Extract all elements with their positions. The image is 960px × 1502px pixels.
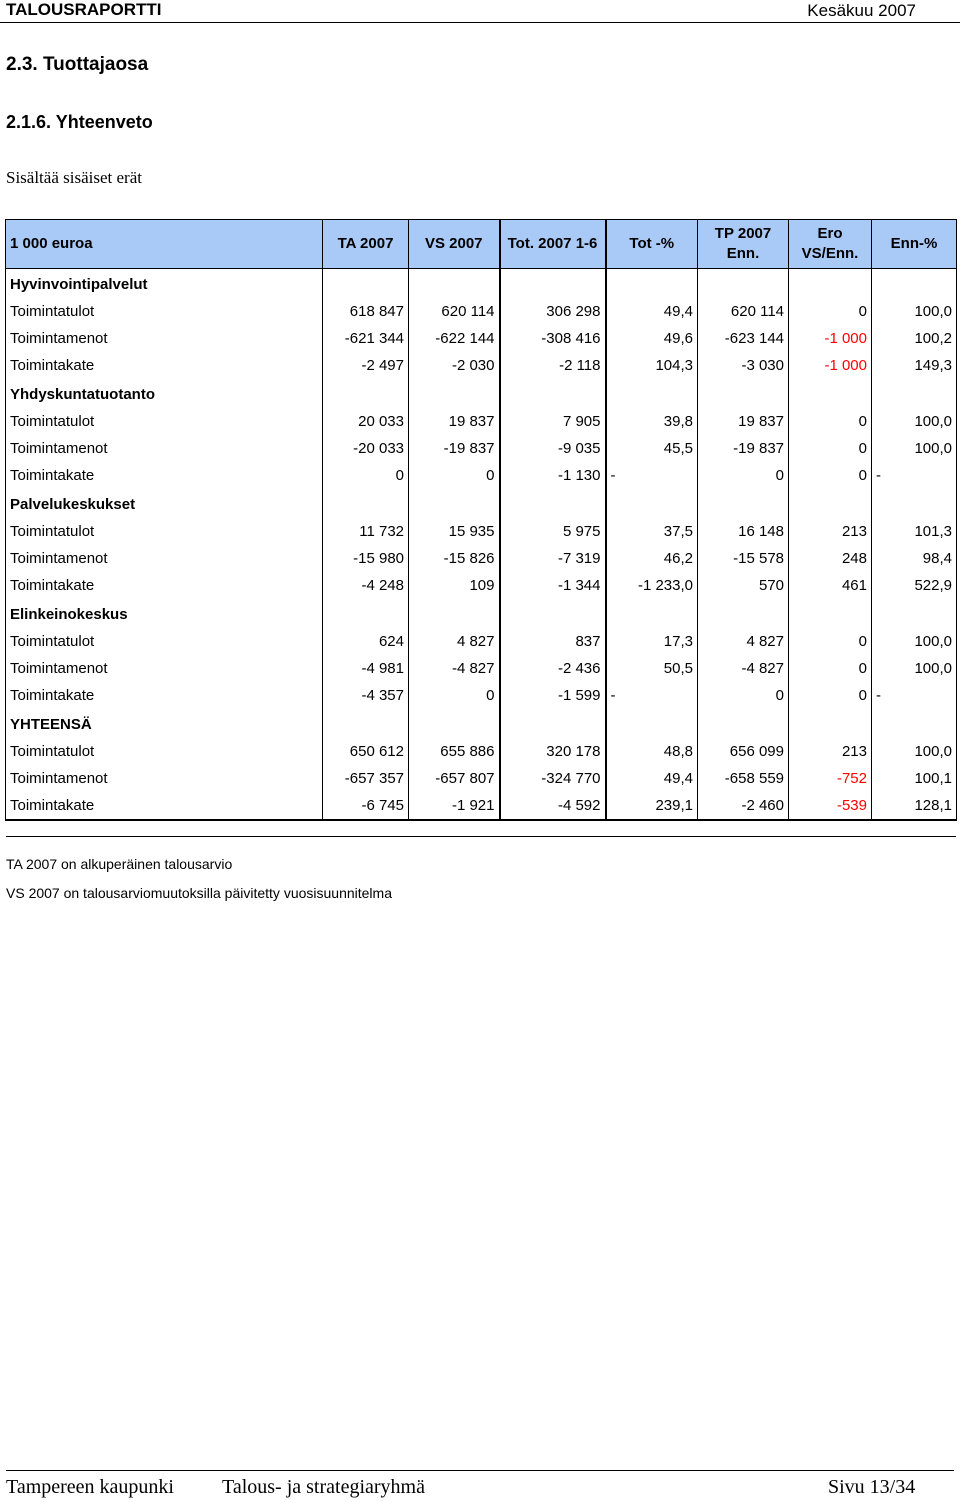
value-cell: -2 436 — [500, 655, 606, 682]
value-cell: -1 130 — [500, 462, 606, 489]
column-header: Tot -% — [606, 220, 698, 269]
value-cell: 16 148 — [698, 518, 789, 545]
footer-organization: Tampereen kaupunki — [6, 1476, 174, 1498]
empty-cell — [323, 379, 409, 408]
table-row — [6, 462, 957, 489]
row-label: Toimintakate — [6, 682, 323, 709]
empty-cell — [789, 379, 872, 408]
value-cell: -4 827 — [698, 655, 789, 682]
empty-cell — [323, 599, 409, 628]
value-cell: 45,5 — [606, 435, 698, 462]
value-cell: 7 905 — [500, 408, 606, 435]
column-header: Enn-% — [872, 220, 957, 269]
value-cell: -2 030 — [409, 352, 500, 379]
group-label: Palvelukeskukset — [6, 489, 323, 518]
value-cell: 46,2 — [606, 545, 698, 572]
row-label: Toimintakate — [6, 792, 323, 820]
value-cell: -308 416 — [500, 325, 606, 352]
empty-cell — [872, 709, 957, 738]
empty-cell — [606, 599, 698, 628]
empty-cell — [698, 599, 789, 628]
footnote-divider — [6, 836, 956, 837]
empty-cell — [323, 709, 409, 738]
value-cell: -2 497 — [323, 352, 409, 379]
row-label: Toimintakate — [6, 572, 323, 599]
value-cell: 100,1 — [872, 765, 957, 792]
row-label: Toimintamenot — [6, 545, 323, 572]
value-cell: 239,1 — [606, 792, 698, 820]
value-cell: -4 592 — [500, 792, 606, 820]
table-row — [6, 682, 957, 709]
value-cell: 248 — [789, 545, 872, 572]
value-cell: -2 460 — [698, 792, 789, 820]
value-cell: -622 144 — [409, 325, 500, 352]
value-cell: 0 — [789, 628, 872, 655]
value-cell: -752 — [789, 765, 872, 792]
table-row — [6, 325, 957, 352]
value-cell: -657 357 — [323, 765, 409, 792]
value-cell: 656 099 — [698, 738, 789, 765]
value-cell: 49,4 — [606, 765, 698, 792]
footer-divider — [6, 1470, 954, 1471]
sub-heading: 2.1.6. Yhteenveto — [6, 112, 153, 132]
value-cell: -6 745 — [323, 792, 409, 820]
value-cell: -15 826 — [409, 545, 500, 572]
value-cell: 522,9 — [872, 572, 957, 599]
row-label: Toimintamenot — [6, 325, 323, 352]
value-cell: 37,5 — [606, 518, 698, 545]
row-label: Toimintamenot — [6, 655, 323, 682]
report-date: Kesäkuu 2007 — [807, 1, 916, 20]
value-cell: -657 807 — [409, 765, 500, 792]
value-cell: 39,8 — [606, 408, 698, 435]
summary-table — [5, 219, 957, 821]
row-label: Toimintatulot — [6, 518, 323, 545]
value-cell: 100,0 — [872, 628, 957, 655]
value-cell: 49,4 — [606, 298, 698, 325]
group-row — [6, 489, 957, 518]
empty-cell — [606, 489, 698, 518]
value-cell: 0 — [789, 682, 872, 709]
value-cell: -9 035 — [500, 435, 606, 462]
value-cell: 0 — [789, 462, 872, 489]
value-cell: -20 033 — [323, 435, 409, 462]
value-cell: -1 000 — [789, 325, 872, 352]
value-cell: -19 837 — [698, 435, 789, 462]
group-label: YHTEENSÄ — [6, 709, 323, 738]
value-cell: 17,3 — [606, 628, 698, 655]
value-cell: 100,0 — [872, 298, 957, 325]
footnote-vs: VS 2007 on talousarviomuutoksilla päivitetty vuosisuunnitelma — [6, 885, 392, 901]
empty-cell — [872, 599, 957, 628]
value-cell: 49,6 — [606, 325, 698, 352]
value-cell: 19 837 — [409, 408, 500, 435]
value-cell: -1 233,0 — [606, 572, 698, 599]
table-header-row — [6, 220, 957, 269]
empty-cell — [409, 599, 500, 628]
value-cell: -324 770 — [500, 765, 606, 792]
value-cell: 100,0 — [872, 655, 957, 682]
table-row — [6, 298, 957, 325]
group-label: Elinkeinokeskus — [6, 599, 323, 628]
value-cell: 109 — [409, 572, 500, 599]
empty-cell — [789, 709, 872, 738]
value-cell: 620 114 — [409, 298, 500, 325]
value-cell: 306 298 — [500, 298, 606, 325]
value-cell: 0 — [323, 462, 409, 489]
value-cell: 655 886 — [409, 738, 500, 765]
value-cell: - — [606, 462, 698, 489]
empty-cell — [872, 379, 957, 408]
empty-cell — [409, 709, 500, 738]
empty-cell — [409, 379, 500, 408]
table-row — [6, 518, 957, 545]
empty-cell — [323, 269, 409, 299]
value-cell: 0 — [789, 298, 872, 325]
group-label: Yhdyskuntatuotanto — [6, 379, 323, 408]
empty-cell — [789, 269, 872, 299]
table-row — [6, 628, 957, 655]
group-label: Hyvinvointipalvelut — [6, 269, 323, 299]
report-title: TALOUSRAPORTTI — [6, 0, 162, 19]
column-header: TP 2007 Enn. — [698, 220, 789, 269]
footer-page-number: Sivu 13/34 — [828, 1476, 916, 1498]
group-row — [6, 709, 957, 738]
footnote-ta: TA 2007 on alkuperäinen talousarvio — [6, 856, 233, 872]
group-row — [6, 269, 957, 299]
value-cell: 213 — [789, 738, 872, 765]
value-cell: 0 — [789, 408, 872, 435]
empty-cell — [606, 379, 698, 408]
row-label: Toimintatulot — [6, 628, 323, 655]
value-cell: -4 357 — [323, 682, 409, 709]
value-cell: 213 — [789, 518, 872, 545]
value-cell: 48,8 — [606, 738, 698, 765]
empty-cell — [698, 489, 789, 518]
value-cell: - — [606, 682, 698, 709]
group-row — [6, 599, 957, 628]
section-heading: 2.3. Tuottajaosa — [6, 54, 149, 75]
column-header: TA 2007 — [323, 220, 409, 269]
value-cell: -15 980 — [323, 545, 409, 572]
table-row — [6, 655, 957, 682]
footer-department: Talous- ja strategiaryhmä — [222, 1476, 425, 1498]
value-cell: 650 612 — [323, 738, 409, 765]
value-cell: - — [872, 462, 957, 489]
value-cell: 618 847 — [323, 298, 409, 325]
value-cell: 100,2 — [872, 325, 957, 352]
empty-cell — [409, 489, 500, 518]
value-cell: 100,0 — [872, 408, 957, 435]
value-cell: -3 030 — [698, 352, 789, 379]
value-cell: 0 — [789, 655, 872, 682]
value-cell: 620 114 — [698, 298, 789, 325]
value-cell: 0 — [789, 435, 872, 462]
value-cell: -4 248 — [323, 572, 409, 599]
value-cell: -4 981 — [323, 655, 409, 682]
empty-cell — [500, 379, 606, 408]
empty-cell — [872, 269, 957, 299]
table-row — [6, 435, 957, 462]
value-cell: 4 827 — [698, 628, 789, 655]
table-row — [6, 792, 957, 820]
value-cell: - — [872, 682, 957, 709]
row-label: Toimintakate — [6, 462, 323, 489]
empty-cell — [698, 709, 789, 738]
value-cell: 149,3 — [872, 352, 957, 379]
value-cell: -1 000 — [789, 352, 872, 379]
column-header: VS 2007 — [409, 220, 500, 269]
empty-cell — [500, 489, 606, 518]
row-label: Toimintamenot — [6, 435, 323, 462]
value-cell: 0 — [409, 462, 500, 489]
empty-cell — [698, 269, 789, 299]
value-cell: 11 732 — [323, 518, 409, 545]
value-cell: 4 827 — [409, 628, 500, 655]
value-cell: 0 — [698, 462, 789, 489]
value-cell: -19 837 — [409, 435, 500, 462]
table-row — [6, 545, 957, 572]
empty-cell — [409, 269, 500, 299]
table-row — [6, 352, 957, 379]
value-cell: 320 178 — [500, 738, 606, 765]
table-row — [6, 765, 957, 792]
column-header: Ero VS/Enn. — [789, 220, 872, 269]
empty-cell — [323, 489, 409, 518]
table-row — [6, 572, 957, 599]
value-cell: 50,5 — [606, 655, 698, 682]
empty-cell — [606, 269, 698, 299]
value-cell: -658 559 — [698, 765, 789, 792]
value-cell: -623 144 — [698, 325, 789, 352]
value-cell: 100,0 — [872, 738, 957, 765]
value-cell: -2 118 — [500, 352, 606, 379]
value-cell: 101,3 — [872, 518, 957, 545]
column-header: Tot. 2007 1-6 — [500, 220, 606, 269]
value-cell: 98,4 — [872, 545, 957, 572]
value-cell: 15 935 — [409, 518, 500, 545]
value-cell: 100,0 — [872, 435, 957, 462]
empty-cell — [606, 709, 698, 738]
table-row — [6, 408, 957, 435]
value-cell: -1 344 — [500, 572, 606, 599]
value-cell: -4 827 — [409, 655, 500, 682]
row-label: Toimintamenot — [6, 765, 323, 792]
value-cell: 461 — [789, 572, 872, 599]
value-cell: -539 — [789, 792, 872, 820]
value-cell: 624 — [323, 628, 409, 655]
value-cell: 0 — [409, 682, 500, 709]
value-cell: 837 — [500, 628, 606, 655]
empty-cell — [872, 489, 957, 518]
value-cell: 570 — [698, 572, 789, 599]
empty-cell — [698, 379, 789, 408]
empty-cell — [789, 489, 872, 518]
empty-cell — [500, 709, 606, 738]
value-cell: 20 033 — [323, 408, 409, 435]
value-cell: 128,1 — [872, 792, 957, 820]
value-cell: -1 921 — [409, 792, 500, 820]
column-header: 1 000 euroa — [6, 220, 323, 269]
value-cell: 104,3 — [606, 352, 698, 379]
value-cell: -621 344 — [323, 325, 409, 352]
empty-cell — [500, 269, 606, 299]
group-row — [6, 379, 957, 408]
row-label: Toimintakate — [6, 352, 323, 379]
value-cell: -7 319 — [500, 545, 606, 572]
value-cell: -1 599 — [500, 682, 606, 709]
row-label: Toimintatulot — [6, 298, 323, 325]
note-text: Sisältää sisäiset erät — [6, 168, 142, 187]
value-cell: 0 — [698, 682, 789, 709]
value-cell: 19 837 — [698, 408, 789, 435]
empty-cell — [500, 599, 606, 628]
value-cell: -15 578 — [698, 545, 789, 572]
row-label: Toimintatulot — [6, 408, 323, 435]
value-cell: 5 975 — [500, 518, 606, 545]
row-label: Toimintatulot — [6, 738, 323, 765]
table-row — [6, 738, 957, 765]
report-header — [0, 0, 960, 23]
empty-cell — [789, 599, 872, 628]
